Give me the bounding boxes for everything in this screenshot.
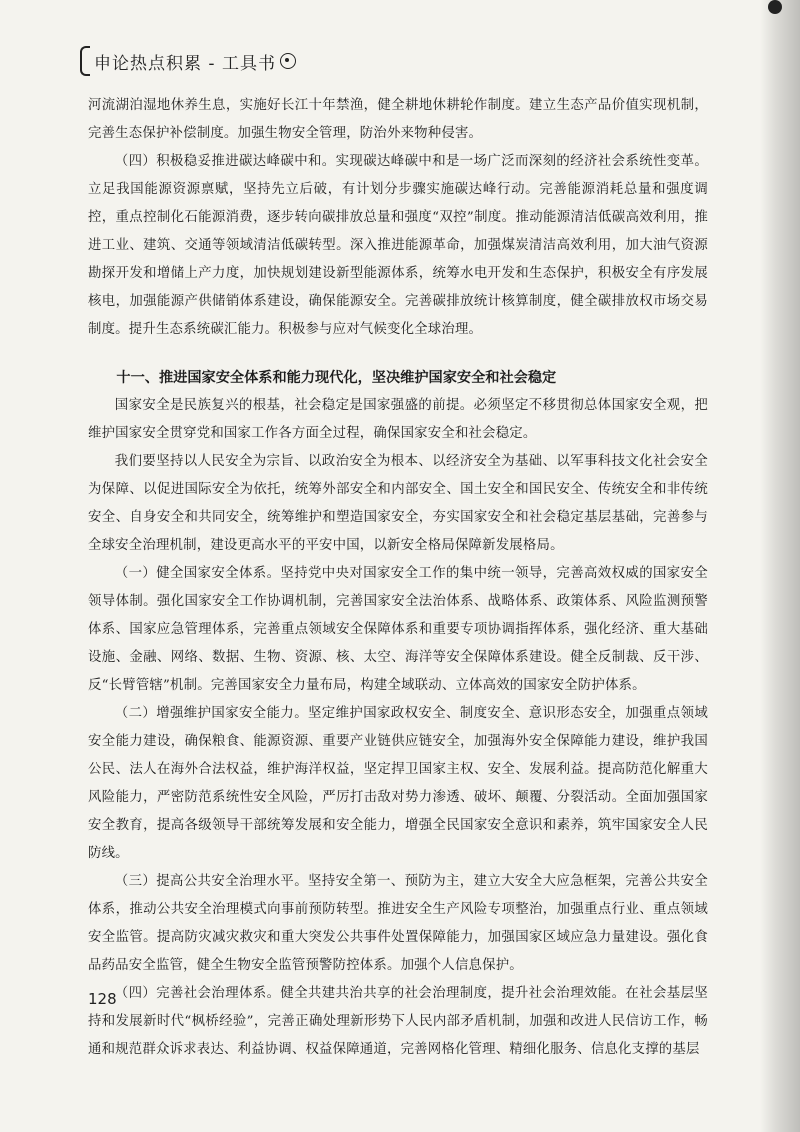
running-header — [80, 46, 296, 76]
page-number: 128 — [88, 990, 117, 1008]
section-heading: 十一、推进国家安全体系和能力现代化，坚决维护国家安全和社会稳定 — [116, 370, 557, 386]
header-title: 申论热点积累 - 工具书 — [94, 53, 276, 74]
scan-corner-mark — [768, 0, 782, 14]
paragraph: （一）健全国家安全体系。坚持党中央对国家安全工作的集中统一领导，完善高效权威的国家安全领导体制。强化国家安全工作协调机制，完善国家安全法治体系、战略体系、政策体系、风险监测预警体系、国家应急管理体系，完善重点领域安全保障体系和重要专项协调指挥体系，强化经济、重大基础设施、金融、网络、数据、生物、资源、核、太空、海洋等安全保障体系建设。健全反制裁、反干涉、反“长臂管辖”机制。完善国家安全力量布局，构建全域联动、立体高效的国家安全防护体系。 — [88, 566, 708, 693]
scan-edge-shadow — [760, 0, 800, 1132]
paragraph: 我们要坚持以人民安全为宗旨、以政治安全为根本、以经济安全为基础、以军事科技文化社会安全为保障、以促进国际安全为依托，统筹外部安全和内部安全、国土安全和国民安全、传统安全和非传统安全、自身安全和共同安全，统筹维护和塑造国家安全，夯实国家安全和社会稳定基层基础，完善参与全球安全治理机制，建设更高水平的平安中国，以新安全格局保障新发展格局。 — [88, 454, 708, 553]
header-bracket-icon — [80, 46, 90, 76]
paragraph: （四）积极稳妥推进碳达峰碳中和。实现碳达峰碳中和是一场广泛而深刻的经济社会系统性变革。立足我国能源资源禀赋，坚持先立后破，有计划分步骤实施碳达峰行动。完善能源消耗总量和强度调控，重点控制化石能源消费，逐步转向碳排放总量和强度“双控”制度。推动能源清洁低碳高效利用，推进工业、建筑、交通等领域清洁低碳转型。深入推进能源革命，加强煤炭清洁高效利用，加大油气资源勘探开发和增储上产力度，加快规划建设新型能源体系，统筹水电开发和生态保护，积极安全有序发展核电，加强能源产供储销体系建设，确保能源安全。完善碳排放统计核算制度，健全碳排放权市场交易制度。提升生态系统碳汇能力。积极参与应对气候变化全球治理。 — [88, 154, 708, 337]
paragraph: 国家安全是民族复兴的根基，社会稳定是国家强盛的前提。必须坚定不移贯彻总体国家安全观，把维护国家安全贯穿党和国家工作各方面全过程，确保国家安全和社会稳定。 — [88, 398, 708, 441]
paragraph: （二）增强维护国家安全能力。坚定维护国家政权安全、制度安全、意识形态安全，加强重点领域安全能力建设，确保粮食、能源资源、重要产业链供应链安全，加强海外安全保障能力建设，维护我国公民、法人在海外合法权益，维护海洋权益，坚定捍卫国家主权、安全、发展利益。提高防范化解重大风险能力，严密防范系统性安全风险，严厉打击敌对势力渗透、破坏、颠覆、分裂活动。全面加强国家安全教育，提高各级领导干部统筹发展和安全能力，增强全民国家安全意识和素养，筑牢国家安全人民防线。 — [88, 706, 708, 861]
body-content — [88, 92, 708, 1064]
circle-dot-icon — [280, 53, 296, 69]
paragraph: （四）完善社会治理体系。健全共建共治共享的社会治理制度，提升社会治理效能。在社会基层坚持和发展新时代“枫桥经验”，完善正确处理新形势下人民内部矛盾机制，加强和改进人民信访工作，畅通和规范群众诉求表达、利益协调、权益保障通道，完善网格化管理、精细化服务、信息化支撑的基层 — [88, 986, 708, 1057]
paragraph: （三）提高公共安全治理水平。坚持安全第一、预防为主，建立大安全大应急框架，完善公共安全体系，推动公共安全治理模式向事前预防转型。推进安全生产风险专项整治，加强重点行业、重点领域安全监管。提高防灾减灾救灾和重大突发公共事件处置保障能力，加强国家区域应急力量建设。强化食品药品安全监管，健全生物安全监管预警防控体系。加强个人信息保护。 — [88, 874, 708, 973]
paragraph: 河流湖泊湿地休养生息，实施好长江十年禁渔，健全耕地休耕轮作制度。建立生态产品价值实现机制，完善生态保护补偿制度。加强生物安全管理，防治外来物种侵害。 — [88, 98, 708, 141]
